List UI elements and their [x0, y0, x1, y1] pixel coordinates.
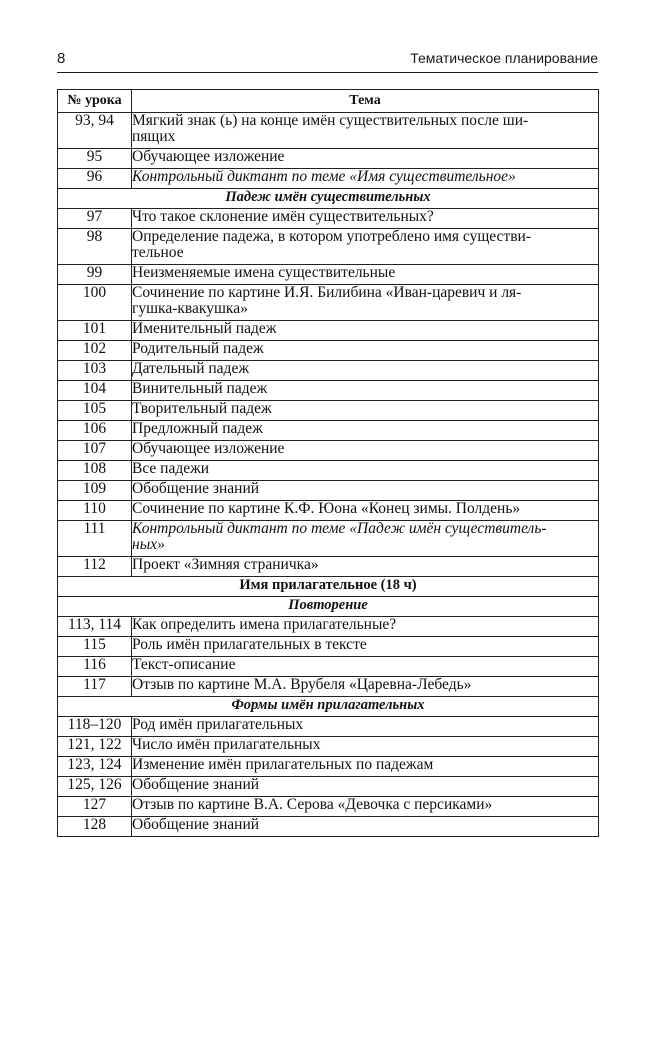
lesson-topic-text: Мягкий знак (ь) на конце имён существительных после ши- пящих: [132, 112, 529, 145]
lesson-number: 98: [58, 229, 132, 265]
section-heading: Имя прилагательное (18 ч): [58, 577, 599, 597]
table-row: [58, 617, 599, 637]
table-row: [58, 285, 599, 321]
lesson-topic: Обучающее изложение: [132, 149, 599, 169]
lesson-topic: Неизменяемые имена существительные: [132, 265, 599, 285]
lesson-topic: Обобщение знаний: [132, 817, 599, 837]
table-row: [58, 637, 599, 657]
lesson-topic: Винительный падеж: [132, 381, 599, 401]
lesson-topic: Контрольный диктант по теме «Имя существительное»: [132, 169, 599, 189]
table-row: [58, 521, 599, 557]
lesson-topic: Сочинение по картине К.Ф. Юона «Конец зимы. Полдень»: [132, 501, 599, 521]
running-title: Тематическое планирование: [410, 50, 598, 66]
lesson-topic-text: Контрольный диктант по теме «Падеж имён существитель- ных»: [132, 520, 547, 553]
lesson-topic-text: Определение падежа, в котором употреблено имя существи- тельное: [132, 228, 531, 261]
lesson-number: 96: [58, 169, 132, 189]
lesson-topic: Как определить имена прилагательные?: [132, 617, 599, 637]
table-row: [58, 209, 599, 229]
lesson-topic: Дательный падеж: [132, 361, 599, 381]
lesson-number: 95: [58, 149, 132, 169]
table-row: [58, 441, 599, 461]
lesson-number: 104: [58, 381, 132, 401]
lesson-number: 102: [58, 341, 132, 361]
lesson-number: 109: [58, 481, 132, 501]
table-row: [58, 381, 599, 401]
table-row: [58, 113, 599, 149]
lesson-topic: Роль имён прилагательных в тексте: [132, 637, 599, 657]
table-row: [58, 421, 599, 441]
table-row: [58, 717, 599, 737]
lesson-topic: [132, 285, 599, 321]
col-header-topic: Тема: [132, 90, 599, 113]
table-row: [58, 401, 599, 421]
table-row: [58, 797, 599, 817]
lesson-number: 112: [58, 557, 132, 577]
lesson-number: 116: [58, 657, 132, 677]
table-row: [58, 169, 599, 189]
lesson-topic: Предложный падеж: [132, 421, 599, 441]
table-row: [58, 361, 599, 381]
table-row: [58, 557, 599, 577]
subsection-heading: Формы имён прилагательных: [58, 697, 599, 717]
lesson-number: 106: [58, 421, 132, 441]
lesson-plan-table: [57, 89, 599, 837]
lesson-number: 107: [58, 441, 132, 461]
lesson-topic: [132, 113, 599, 149]
lesson-topic: Изменение имён прилагательных по падежам: [132, 757, 599, 777]
lesson-number: 108: [58, 461, 132, 481]
lesson-topic: Число имён прилагательных: [132, 737, 599, 757]
table-row: [58, 481, 599, 501]
table-row: [58, 341, 599, 361]
table-row: [58, 321, 599, 341]
table-row: [58, 777, 599, 797]
lesson-number: 103: [58, 361, 132, 381]
table-row: [58, 737, 599, 757]
lesson-number: 117: [58, 677, 132, 697]
lesson-topic: Обобщение знаний: [132, 481, 599, 501]
lesson-topic: [132, 521, 599, 557]
table-row: [58, 757, 599, 777]
table-row: [58, 657, 599, 677]
header-rule: [57, 72, 598, 73]
table-row: [58, 265, 599, 285]
lesson-topic: Проект «Зимняя страничка»: [132, 557, 599, 577]
page-number: 8: [57, 50, 66, 67]
lesson-topic: [132, 229, 599, 265]
lesson-topic: Отзыв по картине В.А. Серова «Девочка с персиками»: [132, 797, 599, 817]
lesson-topic: Род имён прилагательных: [132, 717, 599, 737]
section-row: [58, 577, 599, 597]
lesson-number: 93, 94: [58, 113, 132, 149]
lesson-number: 115: [58, 637, 132, 657]
lesson-number: 110: [58, 501, 132, 521]
table-header-row: [58, 90, 599, 113]
lesson-number: 128: [58, 817, 132, 837]
table-row: [58, 461, 599, 481]
lesson-number: 123, 124: [58, 757, 132, 777]
lesson-number: 127: [58, 797, 132, 817]
lesson-number: 101: [58, 321, 132, 341]
lesson-number: 121, 122: [58, 737, 132, 757]
table-row: [58, 149, 599, 169]
lesson-topic: Обобщение знаний: [132, 777, 599, 797]
lesson-topic-text: Сочинение по картине И.Я. Билибина «Иван-царевич и ля- гушка-квакушка»: [132, 284, 522, 317]
section-row: [58, 597, 599, 617]
lesson-number: 111: [58, 521, 132, 557]
lesson-topic: Родительный падеж: [132, 341, 599, 361]
lesson-number: 97: [58, 209, 132, 229]
table-row: [58, 229, 599, 265]
lesson-number: 113, 114: [58, 617, 132, 637]
lesson-topic: Текст-описание: [132, 657, 599, 677]
lesson-number: 118–120: [58, 717, 132, 737]
table-row: [58, 677, 599, 697]
table-row: [58, 501, 599, 521]
table-row: [58, 817, 599, 837]
lesson-topic: Что такое склонение имён существительных?: [132, 209, 599, 229]
section-row: [58, 697, 599, 717]
lesson-number: 125, 126: [58, 777, 132, 797]
lesson-topic: Все падежи: [132, 461, 599, 481]
section-heading: Падеж имён существительных: [58, 189, 599, 209]
lesson-number: 100: [58, 285, 132, 321]
lesson-number: 105: [58, 401, 132, 421]
col-header-lesson-number: № урока: [58, 90, 132, 113]
lesson-topic: Именительный падеж: [132, 321, 599, 341]
section-row: [58, 189, 599, 209]
subsection-heading: Повторение: [58, 597, 599, 617]
lesson-number: 99: [58, 265, 132, 285]
lesson-topic: Обучающее изложение: [132, 441, 599, 461]
lesson-topic: Отзыв по картине М.А. Врубеля «Царевна-Лебедь»: [132, 677, 599, 697]
lesson-topic: Творительный падеж: [132, 401, 599, 421]
